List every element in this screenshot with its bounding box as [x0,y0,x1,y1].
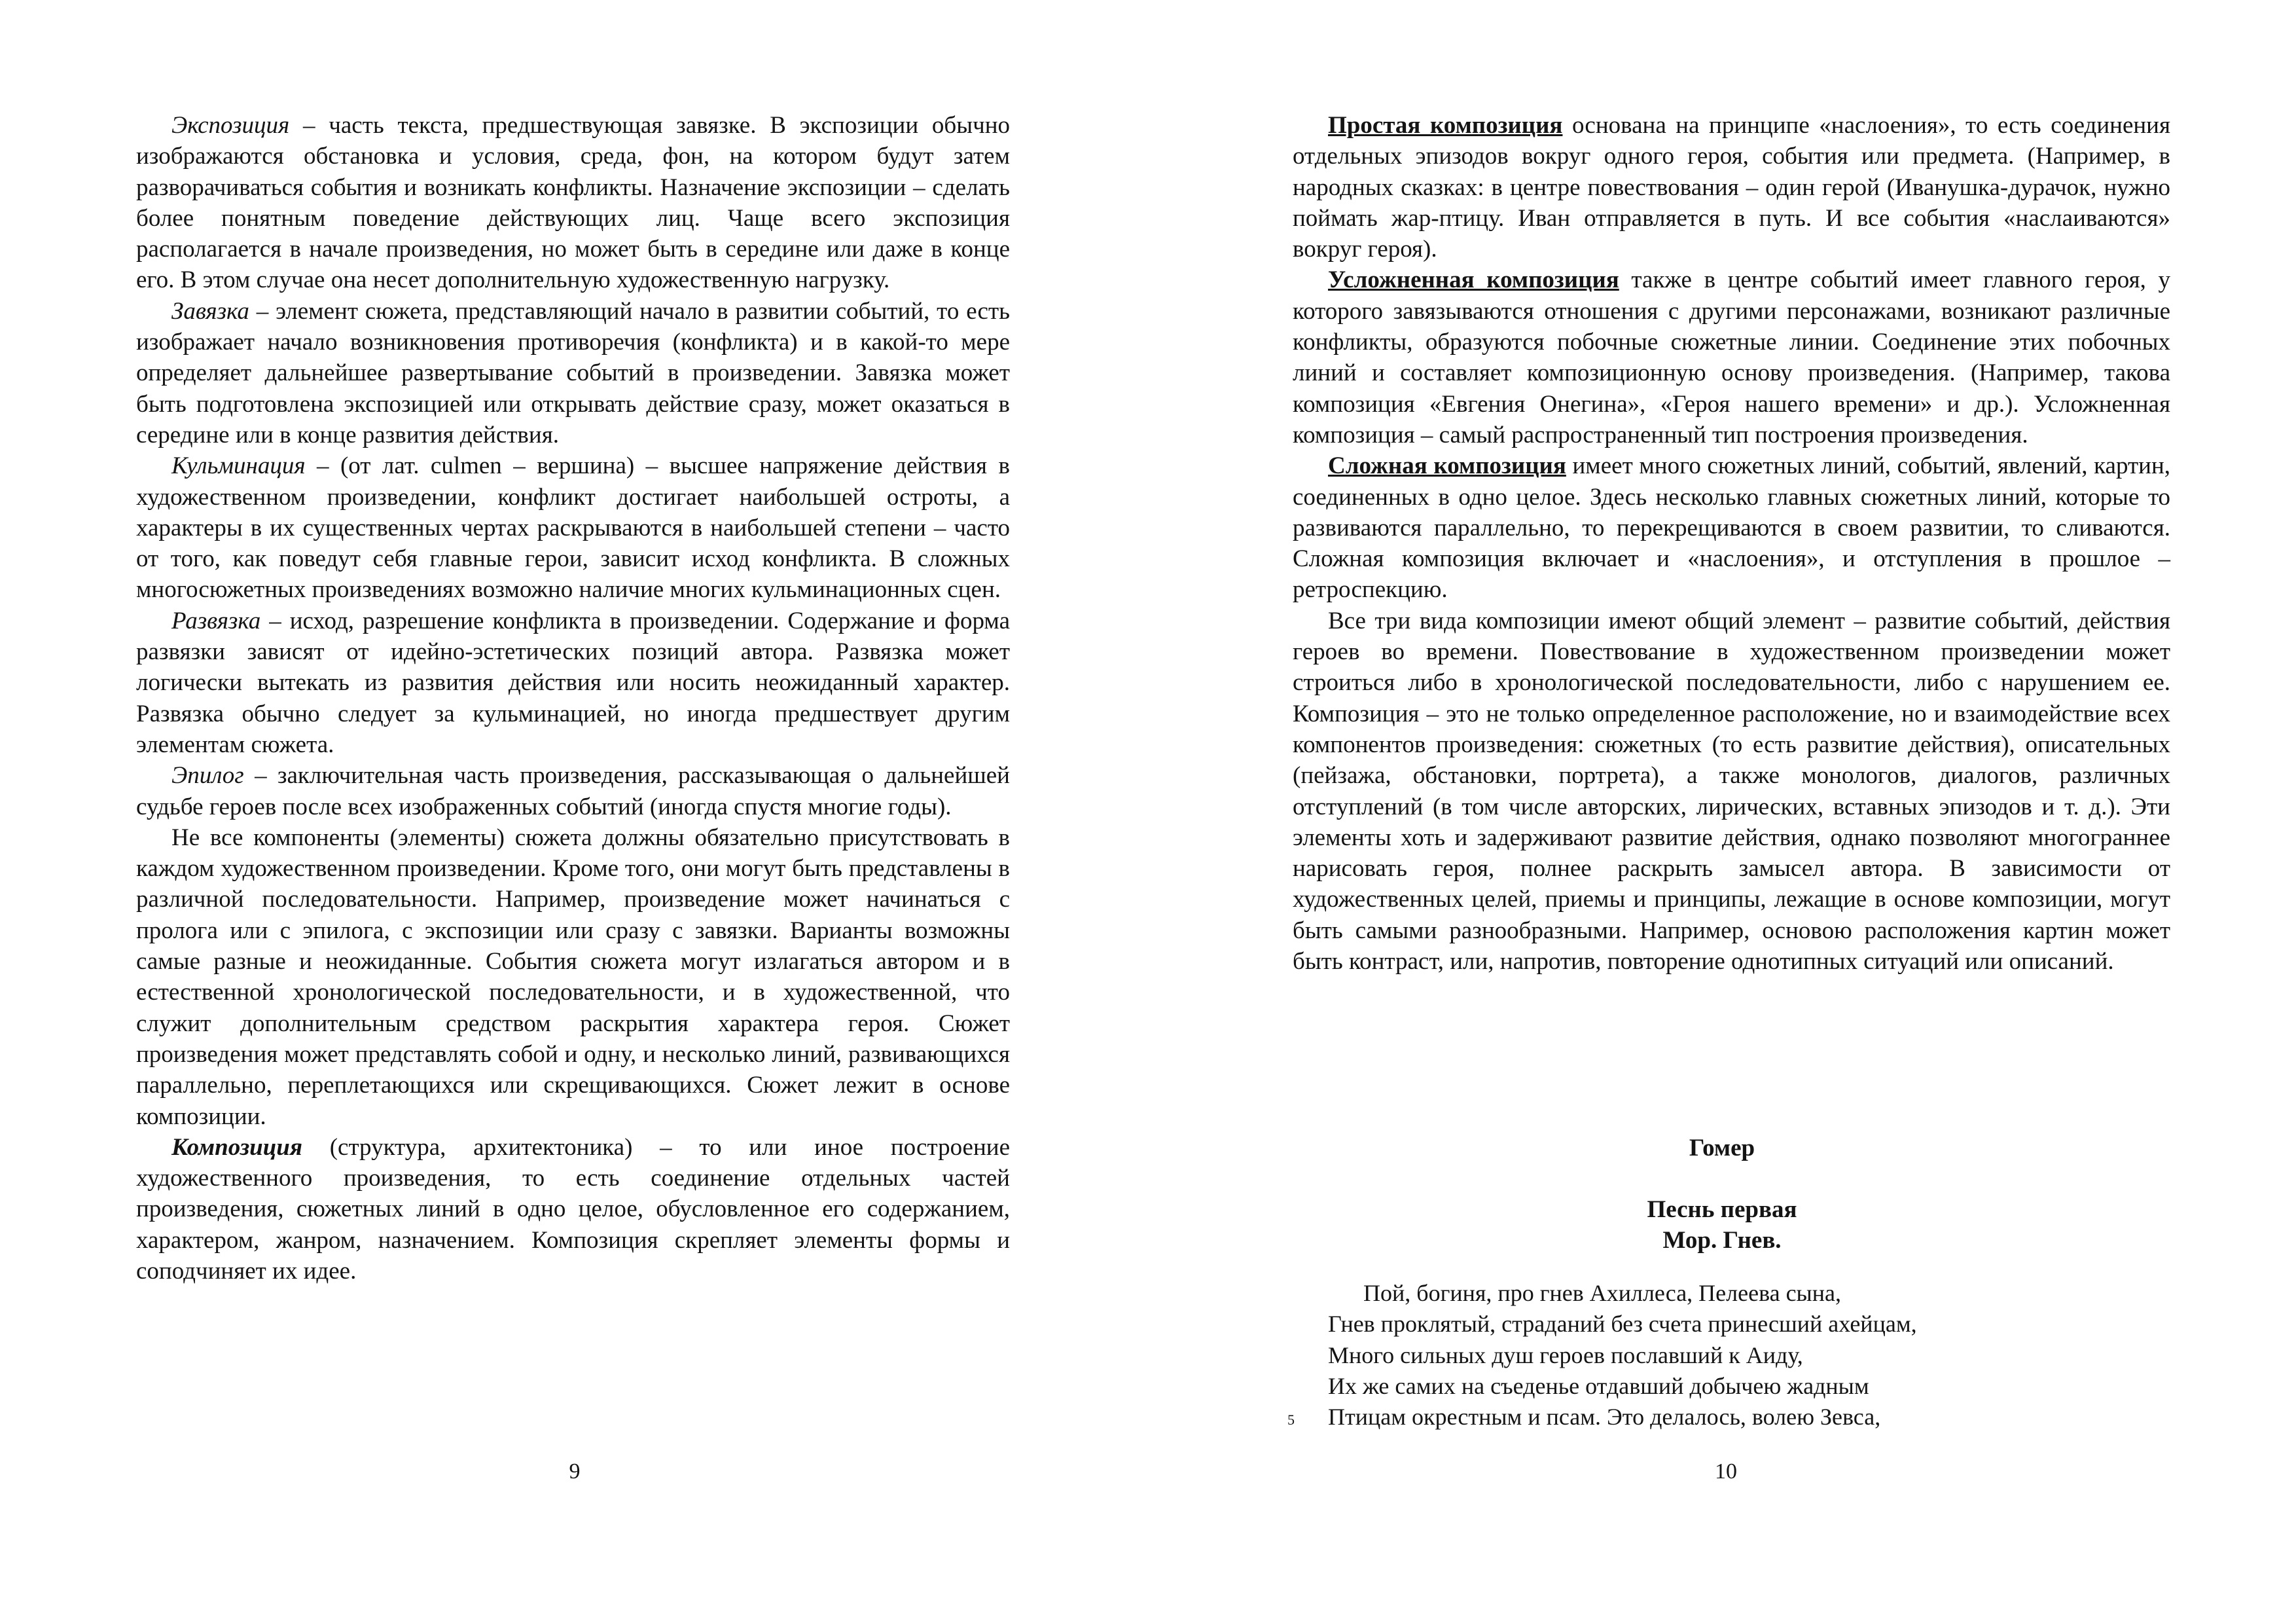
term-complicated-composition: Усложненная композиция [1328,266,1619,294]
term-epilogue: Эпилог [171,762,244,790]
line-number-marker: 5 [1287,1412,1295,1429]
paragraph-text: – (от лат. culmen – вершина) – высшее напряжение действия в художественном произведении, конфликт достигает наибольшей остроты, а характеры в их существенных чертах раскрываются в наибольшей степени – часто от того, как поведут себя главные герои, зависит исход конфликта. В сложных многосюжетных произведениях возможно наличие многих кульминационных сцен. [136,452,1010,604]
paragraph-text: – заключительная часть произведения, рассказывающая о дальнейшей судьбе героев после всех изображенных событий (иногда спустя многие годы). [136,762,1010,820]
poem-line: Гнев проклятый, страданий без счета принесший ахейцам, [1328,1311,1917,1338]
term-simple-composition: Простая композиция [1328,112,1563,139]
page-number-right: 10 [1715,1459,1737,1484]
right-page [1148,0,2296,1623]
left-text-column [136,110,1010,1286]
paragraph-text: имеет много сюжетных линий, событий, явлений, картин, соединенных в одно целое. Здесь несколько главных сюжетных линий, которые то развиваются параллельно, то перекрещиваются в своем развитии, то сливаются. Сложная композиция включает и «наслоения», и отступления в прошлое – ретроспекцию. [1293,452,2170,604]
term-complex-composition: Сложная композиция [1328,452,1566,480]
paragraph-complex-composition [1293,450,2170,605]
paragraph-text: – элемент сюжета, представляющий начало в развитии событий, то есть изображает начало возникновения противоречия (конфликта) и в какой-то мере определяет дальнейшее развертывание событий в произведении. Завязка может быть подготовлена экспозицией или открывать действие сразу, может оказаться в середине или в конце развития действия. [136,297,1010,448]
right-text-column [1293,110,2170,977]
paragraph-exposition [136,110,1010,296]
paragraph-climax [136,450,1010,605]
paragraph-text: также в центре событий имеет главного героя, у которого завязываются отношения с другими персонажами, возникают различные конфликты, образуются побочные сюжетные линии. Соединение этих побочных линий и составляет композиционную основу произведения. (Например, такова композиция «Евгения Онегина», «Героя нашего времени» и др.). Усложненная композиция – самый распространенный тип построения произведения. [1293,266,2170,448]
author-heading: Гомер [1689,1135,1755,1161]
paragraph-text: Не все компоненты (элементы) сюжета должны обязательно присутствовать в каждом художественном произведении. Кроме того, они могут быть представлены в различной последовательности. Например, произведение может начинаться с пролога или с эпилога, с экспозиции или сразу с завязки. Варианты возможны самые разные и неожиданные. События сюжета могут излагаться автором и в естественной хронологической последовательности, и в художественной, что служит дополнительным средством раскрытия характера героя. Сюжет произведения может представлять собой и одну, и несколько линий, развивающихся параллельно, переплетающихся или скрещивающихся. Сюжет лежит в основе композиции. [136,824,1010,1130]
poem-line [1287,1402,1917,1432]
paragraph-text: – часть текста, предшествующая завязке. В экспозиции обычно изображаются обстановка и условия, среда, фон, на котором будут затем разворачиваться события и возникать конфликты. Назначение экспозиции – сделать более понятным поведение действующих лиц. Чаще всего экспозиция располагается в начале произведения, но может быть в середине или даже в конце его. В этом случае она несет дополнительную художественную нагрузку. [136,112,1010,294]
poem-line: Пой, богиня, про гнев Ахиллеса, Пелеева сына, [1363,1280,1841,1306]
poem [1287,1278,1917,1432]
paragraph-epilogue [136,760,1010,822]
paragraph-denouement [136,606,1010,760]
term-composition: Композиция [171,1133,302,1161]
poem-line: Их же самих на съеденье отдавший добычею жадным [1328,1372,1869,1399]
page-number-left: 9 [569,1459,581,1484]
poem-line: Много сильных душ героев пославший к Аиду, [1328,1341,1803,1368]
poem-line-text: Птицам окрестным и псам. Это делалось, волею Зевса, [1328,1404,1881,1431]
term-climax: Кульминация [171,452,306,480]
paragraph-text: (структура, архитектоника) – то или иное построение художественного произведения, то есть соединение отдельных частей произведения, сюжетных линий в одно целое, обусловленное его содержанием, характером, жанром, назначением. Композиция скрепляет элементы формы и соподчиняет их идее. [136,1133,1010,1285]
song-title: Песнь первая [1647,1196,1797,1223]
paragraph-text: – исход, разрешение конфликта в произведении. Содержание и форма развязки зависят от идейно-эстетических позиций автора. Развязка может логически вытекать из развития действия или носить неожиданный характер. Развязка обычно следует за кульминацией, но иногда предшествует другим элементам сюжета. [136,607,1010,758]
term-denouement: Развязка [171,607,261,634]
paragraph-plot-components [136,822,1010,1132]
song-subtitle: Мор. Гнев. [1662,1227,1782,1254]
paragraph-simple-composition [1293,110,2170,264]
paragraph-text: основана на принципе «наслоения», то есть соединения отдельных эпизодов вокруг одного героя, события или предмета. (Например, в народных сказках: в центре повествования – один герой (Иванушка-дурачок, нужно поймать жар-птицу. Иван отправляется в путь. И все события «наслаиваются» вокруг героя). [1293,112,2170,263]
paragraph-composition-summary [1293,606,2170,977]
paragraph-text: Все три вида композиции имеют общий элемент – развитие событий, действия героев во времени. Повествование в художественном произведении может строиться либо в хронологической последовательности, либо с нарушением ее. Композиция – это не только определенное расположение, но и взаимодействие всех компонентов произведения: сюжетных (то есть развитие действия), описательных (пейзажа, обстановки, портрета), а также монологов, диалогов, различных отступлений (в том числе авторских, лирических, вставных эпизодов и т. д.). Эти элементы хоть и задерживают развитие действия, однако позволяют многограннее нарисовать героя, полнее раскрыть замысел автора. В зависимости от художественных целей, приемы и принципы, лежащие в основе композиции, могут быть самыми разнообразными. Например, основою расположения картин может быть контраст, или, напротив, повторение однотипных ситуаций или описаний. [1293,607,2170,976]
paragraph-composition [136,1132,1010,1286]
term-plot-setup: Завязка [171,297,249,325]
paragraph-plot-setup [136,296,1010,450]
paragraph-complicated-composition [1293,264,2170,450]
term-exposition: Экспозиция [171,112,290,139]
